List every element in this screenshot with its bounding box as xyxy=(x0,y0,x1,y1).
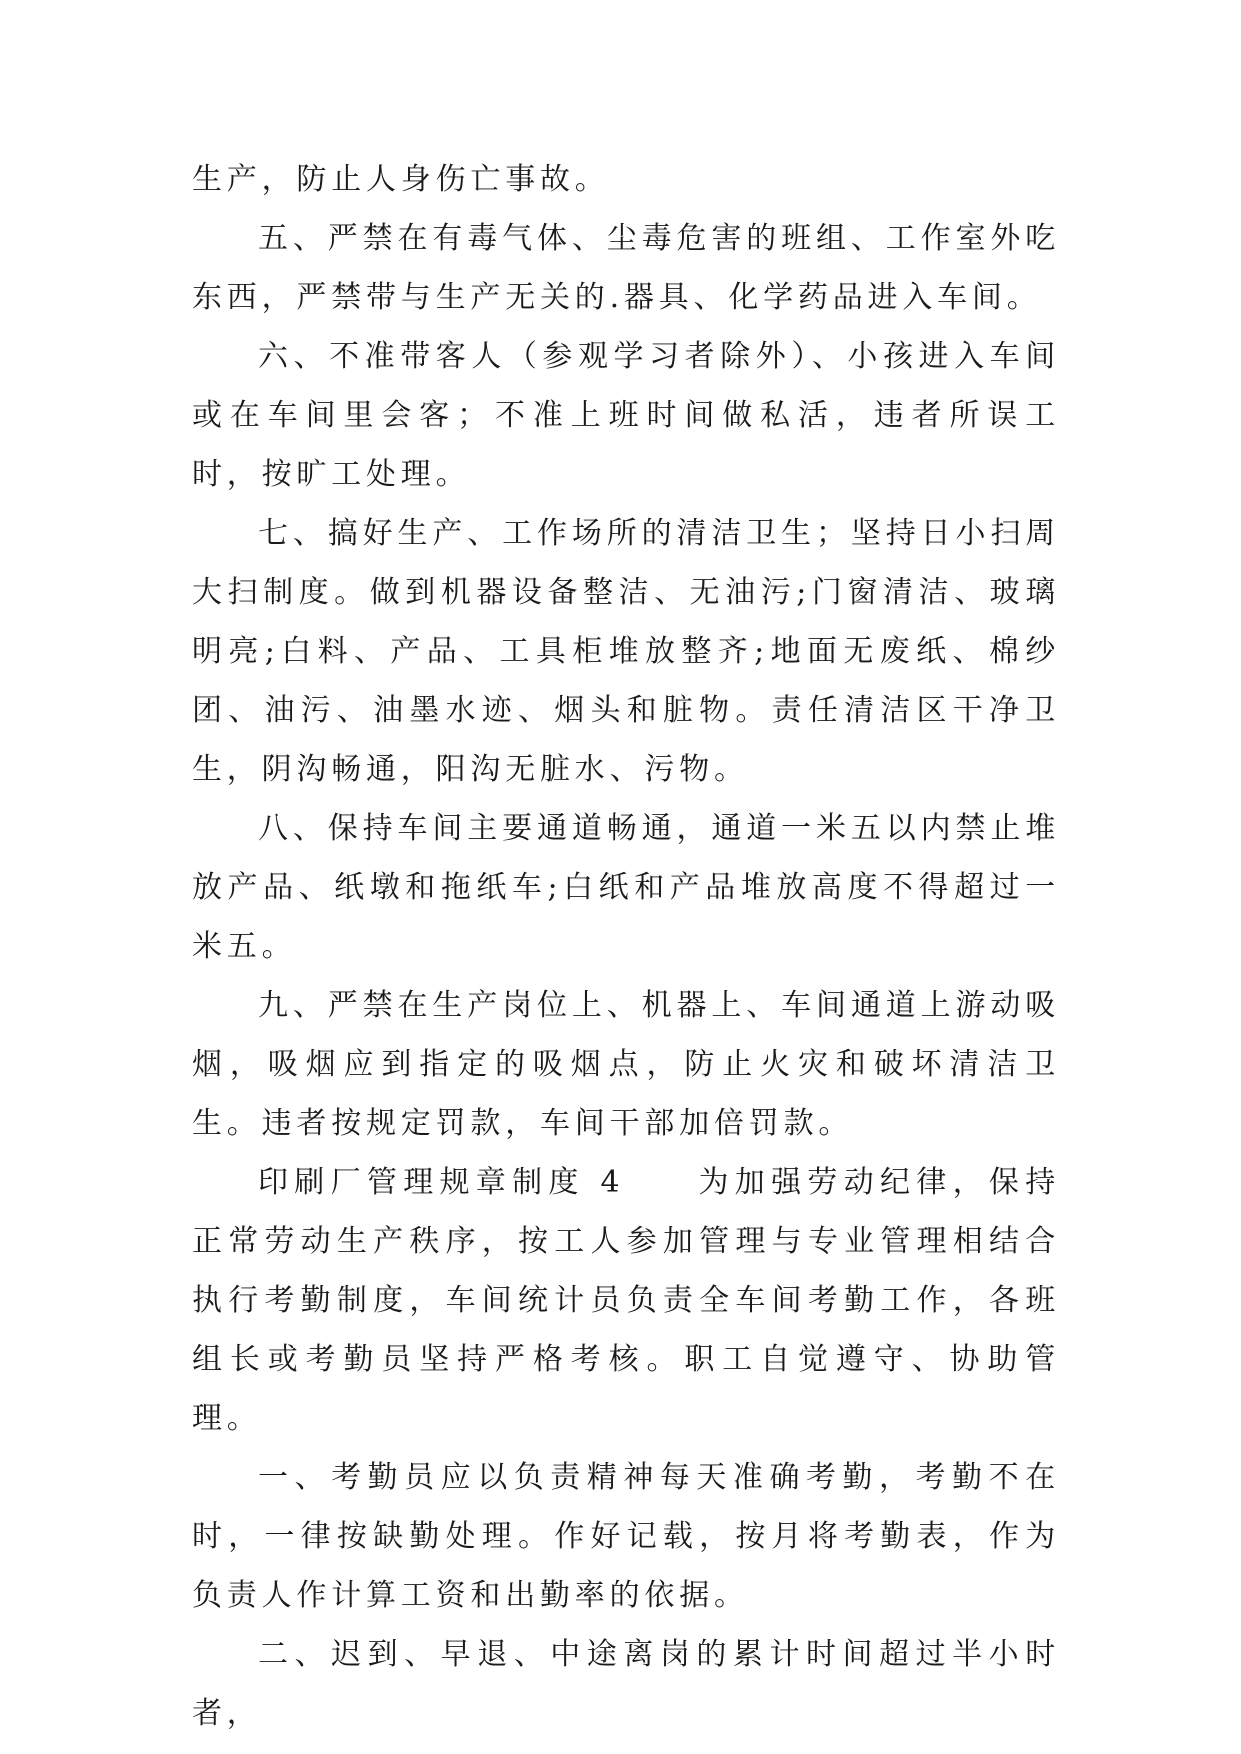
paragraph-rule-6: 六、不准带客人（参观学习者除外）、小孩进入车间或在车间里会客；不准上班时间做私活，违者所误工时，按旷工处理。 xyxy=(192,339,1060,492)
paragraph-continuation: 生产，防止人身伤亡事故。 xyxy=(192,162,610,197)
paragraph-rule-9: 九、严禁在生产岗位上、机器上、车间通道上游动吸烟，吸烟应到指定的吸烟点，防止火灾和破坏清洁卫生。违者按规定罚款，车间干部加倍罚款。 xyxy=(192,988,1060,1141)
paragraph-rule-8: 八、保持车间主要通道畅通，通道一米五以内禁止堆放产品、纸墩和拖纸车;白纸和产品堆放高度不得超过一米五。 xyxy=(192,811,1060,964)
paragraph-rule-7: 七、搞好生产、工作场所的清洁卫生；坚持日小扫周大扫制度。做到机器设备整洁、无油污;门窗清洁、玻璃明亮;白料、产品、工具柜堆放整齐;地面无废纸、棉纱团、油污、油墨水迹、烟头和脏物。责任清洁区干净卫生，阴沟畅通，阳沟无脏水、污物。 xyxy=(192,516,1060,787)
paragraph-attendance-2: 二、迟到、早退、中途离岗的累计时间超过半小时者， xyxy=(192,1637,1060,1731)
paragraph-attendance-1: 一、考勤员应以负责精神每天准确考勤，考勤不在时，一律按缺勤处理。作好记载，按月将考勤表，作为负责人作计算工资和出勤率的依据。 xyxy=(192,1460,1060,1613)
document-body xyxy=(192,150,1060,1743)
paragraph-section-4-intro: 印刷厂管理规章制度 4 为加强劳动纪律，保持正常劳动生产秩序，按工人参加管理与专业管理相结合执行考勤制度，车间统计员负责全车间考勤工作，各班组长或考勤员坚持严格考核。职工自觉遵守、协助管理。 xyxy=(192,1165,1060,1436)
paragraph-rule-5: 五、严禁在有毒气体、尘毒危害的班组、工作室外吃东西，严禁带与生产无关的.器具、化学药品进入车间。 xyxy=(192,221,1060,315)
